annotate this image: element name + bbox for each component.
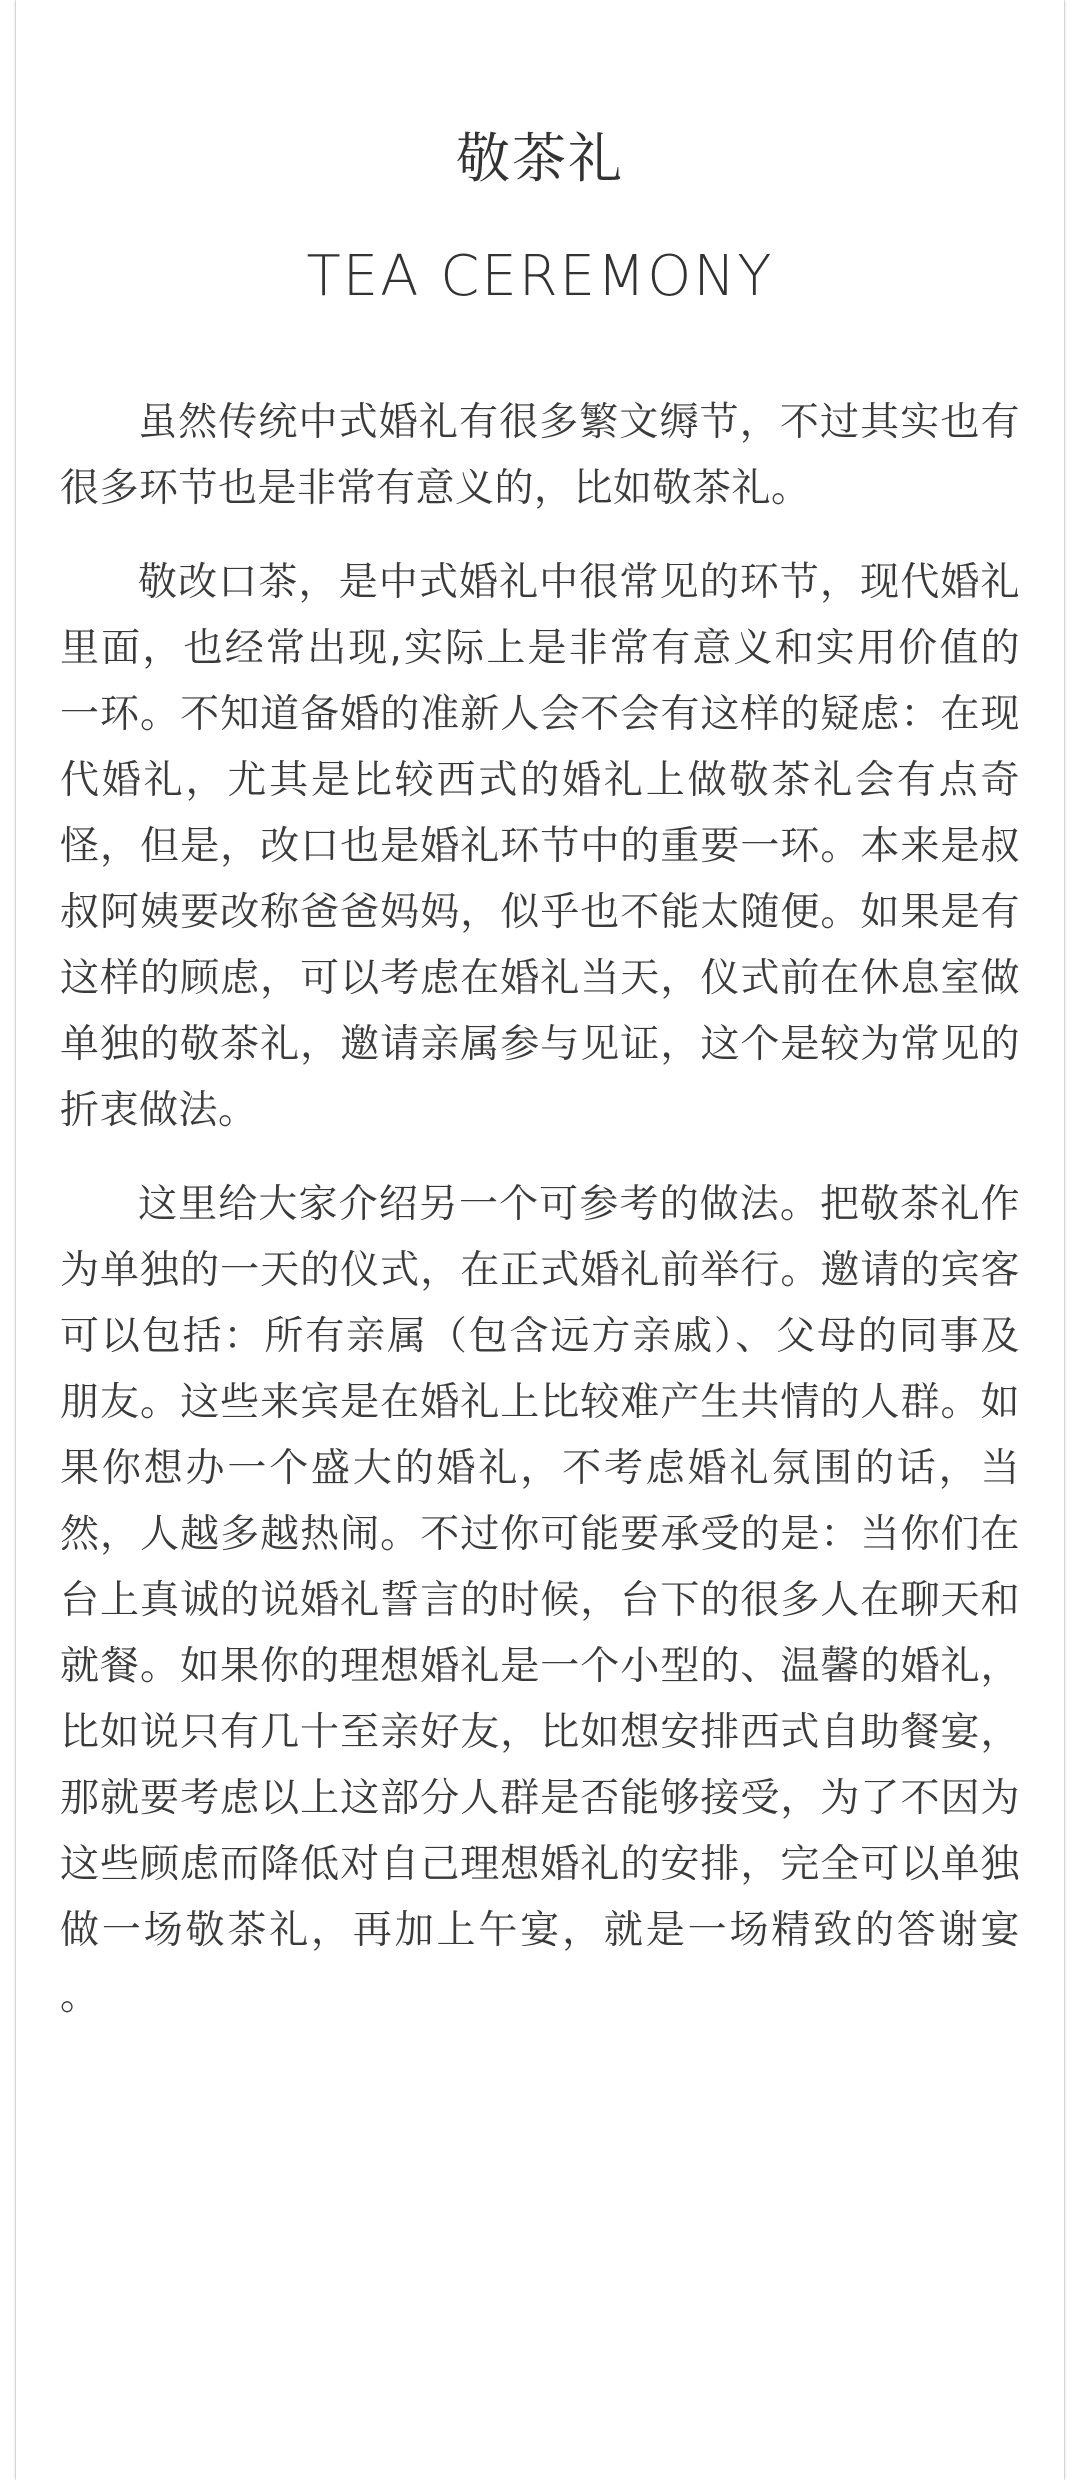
paragraph-tea-tradition: 敬改口茶，是中式婚礼中很常见的环节，现代婚礼里面，也经常出现,实际上是非常有意义和实用价值的一环。不知道备婚的准新人会不会有这样的疑虑：在现代婚礼，尤其是比较西式的婚礼上做敬茶礼会有点奇怪，但是，改口也是婚礼环节中的重要一环。本来是叔叔阿姨要改称爸爸妈妈，似乎也不能太随便。如果是有这样的顾虑，可以考虑在婚礼当天，仪式前在休息室做单独的敬茶礼，邀请亲属参与见证，这个是较为常见的折衷做法。 bbox=[60, 560, 1020, 1133]
article-title-chinese: 敬茶礼 bbox=[456, 127, 624, 190]
paragraph-intro: 虽然传统中式婚礼有很多繁文缛节，不过其实也有很多环节也是非常有意义的，比如敬茶礼。 bbox=[60, 400, 1020, 511]
article-content bbox=[16, 0, 1064, 2030]
article-card bbox=[16, 0, 1064, 2480]
article-title-english: TEA CEREMONY bbox=[306, 244, 774, 309]
paragraph-alternative-practice: 这里给大家介绍另一个可参考的做法。把敬茶礼作为单独的一天的仪式，在正式婚礼前举行。邀请的宾客可以包括：所有亲属（包含远方亲戚）、父母的同事及朋友。这些来宾是在婚礼上比较难产生共情的人群。如果你想办一个盛大的婚礼，不考虑婚礼氛围的话，当然，人越多越热闹。不过你可能要承受的是：当你们在台上真诚的说婚礼誓言的时候，台下的很多人在聊天和就餐。如果你的理想婚礼是一个小型的、温馨的婚礼，比如说只有几十至亲好友，比如想安排西式自助餐宴，那就要考虑以上这部分人群是否能够接受，为了不因为这些顾虑而降低对自己理想婚礼的安排，完全可以单独做一场敬茶礼，再加上午宴，就是一场精致的答谢宴 。 bbox=[60, 1182, 1020, 2019]
